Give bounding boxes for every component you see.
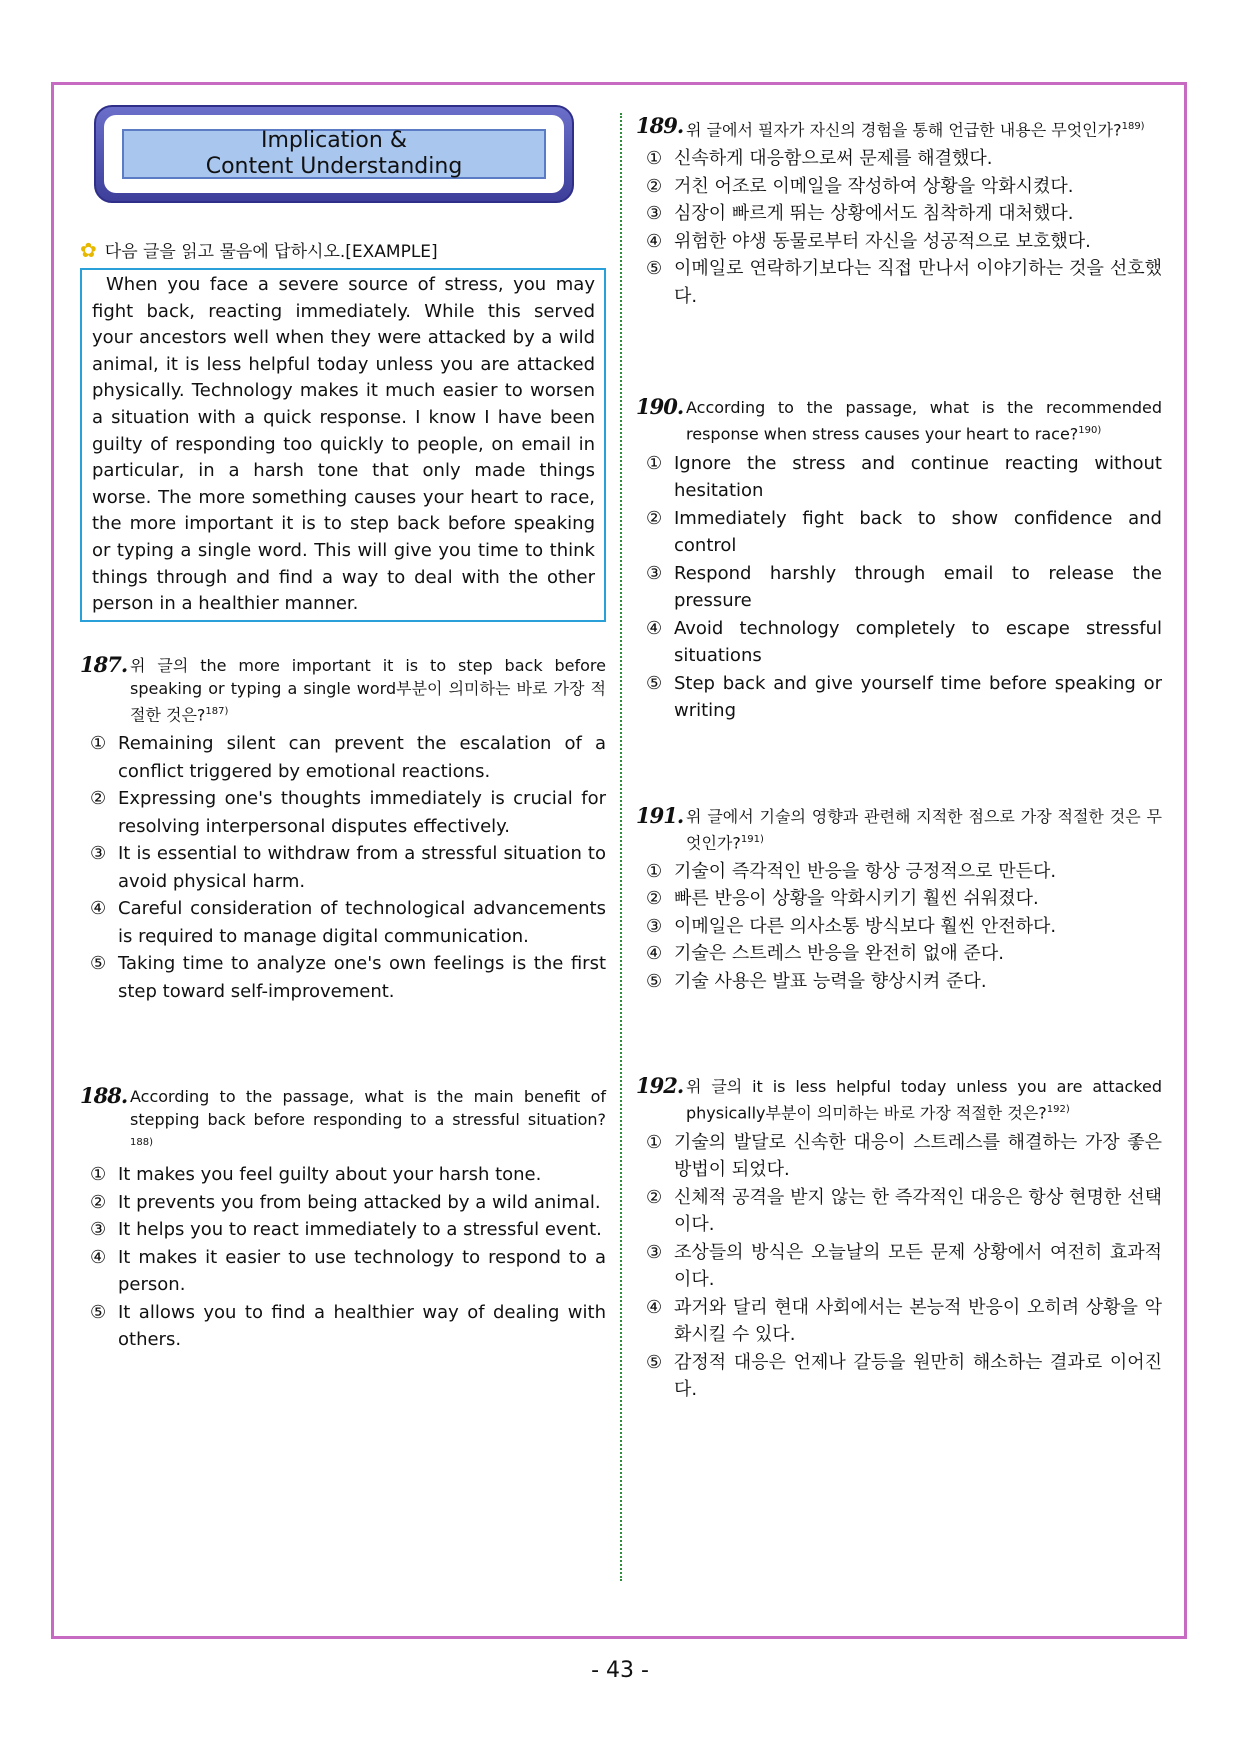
question-188 <box>80 1085 606 1354</box>
option-list <box>80 1161 606 1354</box>
option-5[interactable]: ⑤ 기술 사용은 발표 능력을 향상시켜 준다. <box>646 970 987 992</box>
question-number: 188. <box>80 1083 128 1109</box>
question-text: 위 글의 it is less helpful today unless you are attacked physically부분이 의미하는 바로 가장 적절한 것은?$^{192)}$ <box>686 1077 1162 1123</box>
option-1[interactable]: ① Ignore the stress and continue reacting without hesitation <box>646 452 1162 502</box>
section-title-line2: Content Understanding <box>205 154 463 179</box>
instruction <box>80 237 606 262</box>
option-1[interactable]: ① 신속하게 대응함으로써 문제를 해결했다. <box>646 148 993 170</box>
option-1[interactable]: ① 기술이 즉각적인 반응을 항상 긍정적으로 만든다. <box>646 860 1057 882</box>
option-4[interactable]: ④ Avoid technology completely to escape stressful situations <box>646 617 1162 667</box>
option-3[interactable]: ③ 심장이 빠르게 뛰는 상황에서도 침착하게 대처했다. <box>646 203 1074 225</box>
option-list <box>80 730 606 1005</box>
option-1[interactable]: ① 기술의 발달로 신속한 대응이 스트레스를 해결하는 가장 좋은 방법이 되었다. <box>646 1131 1162 1181</box>
question-191 <box>636 802 1162 996</box>
option-list <box>636 145 1162 310</box>
option-2[interactable]: ② 신체적 공격을 받지 않는 한 즉각적인 대응은 항상 현명한 선택이다. <box>646 1186 1162 1236</box>
flower-icon: ✿ <box>80 237 97 262</box>
option-5[interactable]: ⑤ 이메일로 연락하기보다는 직접 만나서 이야기하는 것을 선호했다. <box>646 258 1162 307</box>
option-2[interactable]: ② Immediately fight back to show confidence and control <box>646 507 1162 557</box>
question-number: 190. <box>636 394 684 420</box>
question-192 <box>636 1075 1162 1403</box>
question-text: 위 글에서 필자가 자신의 경험을 통해 언급한 내용은 무엇인가?$^{189)}$ <box>686 120 1145 140</box>
question-number: 189. <box>636 113 684 138</box>
option-4[interactable]: ④ 위험한 야생 동물로부터 자신을 성공적으로 보호했다. <box>646 230 1091 252</box>
option-2[interactable]: ② 거친 어조로 이메일을 작성하여 상황을 악화시켰다. <box>646 175 1074 197</box>
question-187 <box>80 651 606 1005</box>
option-3[interactable]: ③ It is essential to withdraw from a stressful situation to avoid physical harm. <box>90 843 606 892</box>
option-3[interactable]: ③ It helps you to react immediately to a stressful event. <box>90 1219 602 1241</box>
section-title-box <box>94 105 574 203</box>
question-number: 187. <box>80 651 128 677</box>
option-2[interactable]: ② Expressing one's thoughts immediately is crucial for resolving interpersonal disputes effectively. <box>90 788 606 837</box>
page-number: - 43 - <box>591 1658 649 1683</box>
option-3[interactable]: ③ 조상들의 방식은 오늘날의 모든 문제 상황에서 여전히 효과적이다. <box>646 1241 1162 1291</box>
option-5[interactable]: ⑤ 감정적 대응은 언제나 갈등을 원만히 해소하는 결과로 이어진다. <box>646 1351 1162 1401</box>
question-190 <box>636 396 1162 724</box>
option-1[interactable]: ① Remaining silent can prevent the escalation of a conflict triggered by emotional reactions. <box>90 733 606 782</box>
option-list <box>636 450 1162 725</box>
option-5[interactable]: ⑤ Taking time to analyze one's own feelings is the first step toward self-improvement. <box>90 953 606 1002</box>
option-4[interactable]: ④ Careful consideration of technological advancements is required to manage digital communication. <box>90 898 606 947</box>
option-3[interactable]: ③ 이메일은 다른 의사소통 방식보다 훨씬 안전하다. <box>646 915 1057 937</box>
section-title-line1: Implication & <box>261 128 407 153</box>
question-text: According to the passage, what is the main benefit of stepping back before responding to a stressful situation?$^{188)}$ <box>130 1087 606 1149</box>
option-2[interactable]: ② It prevents you from being attacked by a wild animal. <box>90 1191 601 1213</box>
option-1[interactable]: ① It makes you feel guilty about your harsh tone. <box>90 1164 542 1186</box>
right-column <box>636 115 1162 1404</box>
left-column <box>80 105 606 1354</box>
option-5[interactable]: ⑤ It allows you to find a healthier way of dealing with others. <box>90 1301 606 1351</box>
option-2[interactable]: ② 빠른 반응이 상황을 악화시키기 훨씬 쉬워졌다. <box>646 888 1039 910</box>
question-text: 위 글에서 기술의 영향과 관련해 지적한 점으로 가장 적절한 것은 무엇인가?$^{191)}$ <box>686 806 1162 852</box>
option-4[interactable]: ④ It makes it easier to use technology to respond to a person. <box>90 1246 606 1296</box>
option-4[interactable]: ④ 기술은 스트레스 반응을 완전히 없애 준다. <box>646 943 1004 965</box>
column-divider <box>620 113 622 1581</box>
option-3[interactable]: ③ Respond harshly through email to release the pressure <box>646 562 1162 612</box>
option-list <box>636 858 1162 996</box>
option-list <box>636 1129 1162 1404</box>
question-number: 191. <box>636 802 684 828</box>
option-4[interactable]: ④ 과거와 달리 현대 사회에서는 본능적 반응이 오히려 상황을 악화시킬 수 있다. <box>646 1296 1162 1346</box>
passage-box: When you face a severe source of stress, you may fight back, reacting immediately. While this served your ancestors well when they were attacked by a wild animal, it is less helpful today unless you are attacked physically. Technology makes it much easier to worsen a situation with a quick response. I know I have been guilty of responding too quickly to people, on email in particular, in a harsh tone that only made things worse. The more something causes your heart to race, the more important it is to step back before speaking or typing a single word. This will give you time to think things through and find a way to deal with the other person in a healthier manner. <box>80 268 606 622</box>
question-text: According to the passage, what is the recommended response when stress causes your heart to race?$^{190)}$ <box>686 398 1162 444</box>
question-text: 위 글의 the more important it is to step back before speaking or typing a single word부분이 의미하는 바로 가장 적절한 것은?$^{187)}$ <box>130 655 606 725</box>
option-5[interactable]: ⑤ Step back and give yourself time before speaking or writing <box>646 672 1162 722</box>
question-189 <box>636 115 1162 310</box>
question-number: 192. <box>636 1073 684 1099</box>
instruction-text: 다음 글을 읽고 물음에 답하시오.[EXAMPLE] <box>104 242 438 262</box>
